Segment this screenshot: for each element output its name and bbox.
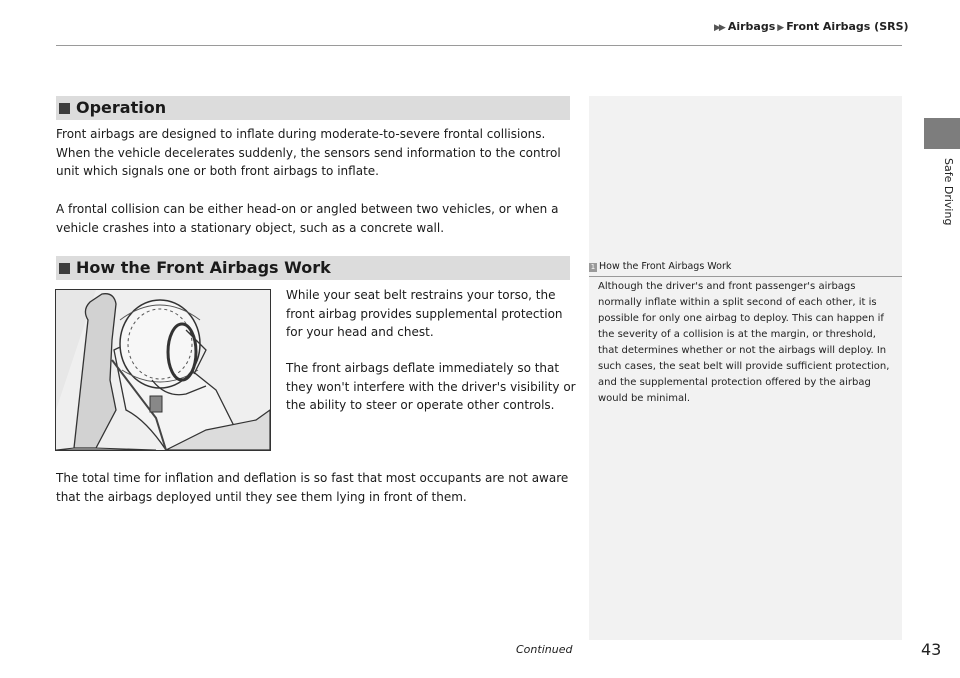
page-number: 43: [921, 640, 942, 659]
how-airbags-work-paragraph-1: While your seat belt restrains your torso, the front airbag provides supplemental protection for your head and chest.: [286, 288, 563, 339]
square-bullet-icon: [59, 103, 70, 114]
how-airbags-work-paragraph-3: The total time for inflation and deflation is so fast that most occupants are not aware that the airbags deployed until they see them lying in front of them.: [56, 471, 569, 504]
airbag-illustration: [55, 289, 271, 451]
sidebar-note-header: [589, 260, 902, 277]
continued-label: Continued: [516, 643, 573, 656]
breadcrumb: [714, 20, 909, 33]
how-airbags-work-paragraph-2: The front airbags deflate immediately so that they won't interfere with the driver's visibility or the ability to steer or operate other controls.: [286, 361, 576, 412]
section-heading-operation: [56, 96, 570, 120]
breadcrumb-airbags[interactable]: Airbags: [727, 20, 776, 33]
operation-paragraph-1: Front airbags are designed to inflate during moderate-to-severe frontal collisions. When the vehicle decelerates suddenly, the sensors send information to the control unit which signals one or both front airbags to inflate.: [56, 127, 561, 178]
breadcrumb-front-airbags[interactable]: Front Airbags (SRS): [786, 20, 909, 33]
header-divider: [56, 45, 902, 46]
driver-airbag-drawing: [56, 290, 270, 450]
arrow-right-icon: ▶: [777, 23, 785, 33]
square-bullet-icon: [59, 263, 70, 274]
sidebar-note-body: Although the driver's and front passenger's airbags normally inflate within a split second of each other, it is possible for only one airbag to deploy. This can happen if the severity of a collision is at the margin, or threshold, that determines whether or not the airbags will deploy. In such cases, the seat belt will provide sufficient protection, and the supplemental protection offered by the airbag would be minimal.: [598, 281, 890, 404]
sidebar-note-title: How the Front Airbags Work: [599, 261, 732, 272]
note-1-icon: 1: [590, 263, 596, 271]
section-heading-how-airbags-work: [56, 256, 570, 280]
chapter-tab-marker: [924, 118, 960, 149]
section-title: Operation: [76, 98, 167, 117]
section-title: How the Front Airbags Work: [76, 258, 331, 277]
operation-paragraph-2: A frontal collision can be either head-on or angled between two vehicles, or when a vehicle crashes into a stationary object, such as a concrete wall.: [56, 202, 559, 235]
double-arrow-icon: ▶▶: [714, 23, 724, 33]
chapter-tab-label[interactable]: Safe Driving: [942, 158, 955, 226]
